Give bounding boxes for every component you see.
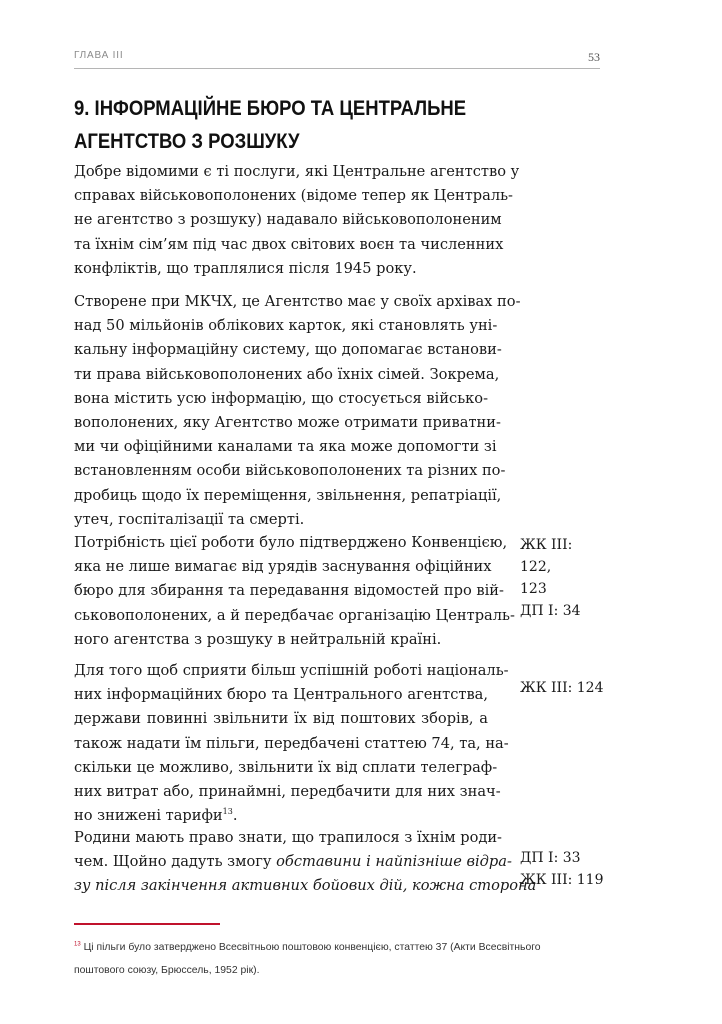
- body-paragraph: [74, 160, 520, 281]
- body-paragraph: [74, 290, 521, 532]
- footnote-text: Ці пільги було затверджено Всесвітньою поштовою конвенцією, статтею 37 (Акти Всесвітнього: [83, 942, 541, 953]
- text-line: вополонених, яку Агентство може отримати приватни-: [74, 414, 501, 432]
- text-line: них витрат або, принаймні, передбачити для них знач-: [74, 783, 501, 801]
- page-number: 53: [588, 50, 600, 64]
- margin-reference-line: ДП I: 33: [520, 850, 581, 866]
- margin-reference-line: ДП I: 34: [520, 603, 581, 619]
- text-line: яка не лише вимагає від урядів заснування офіційних: [74, 558, 492, 576]
- text-line: них інформаційних бюро та Центрального агентства,: [74, 686, 488, 704]
- footnote-marker: 13: [222, 807, 233, 817]
- text-line: над 50 мільйонів облікових карток, які становлять уні-: [74, 317, 498, 335]
- margin-reference-line: ЖК III:: [520, 537, 573, 553]
- text-line: Потрібність цієї роботи було підтверджено Конвенцією,: [74, 534, 508, 551]
- text-fragment: чем. Щойно дадуть змогу: [74, 853, 277, 871]
- margin-reference: [520, 847, 640, 891]
- text-line: не агентство з розшуку) надавало військовополоненим: [74, 211, 502, 229]
- text-line: також надати їм пільги, передбачені статтею 74, та, на-: [74, 734, 509, 752]
- text-line: зу після закінчення активних бойових дій, кожна сторона: [74, 877, 537, 895]
- text-line: дробиць щодо їх переміщення, звільнення, репатріації,: [74, 486, 502, 504]
- text-line: бюро для збирання та передавання відомостей про вій-: [74, 582, 504, 600]
- text-line: Для того щоб сприяти більш успішній роботі національ-: [74, 662, 509, 679]
- margin-reference-line: 122,: [520, 559, 552, 575]
- footnote-line: [74, 936, 614, 959]
- text-line: та їхнім сім’ям під час двох світових воєн та численних: [74, 235, 504, 253]
- text-line: ми чи офіційними каналами та яка може допомогти зі: [74, 438, 497, 456]
- chapter-label: ГЛАВА III: [74, 50, 124, 61]
- footnote-line: поштового союзу, Брюссель, 1952 рік).: [74, 965, 260, 976]
- header-divider: [74, 68, 600, 69]
- text-line: Добре відомими є ті послуги, які Центральне агентство у: [74, 163, 520, 180]
- text-line: Родини мають право знати, що трапилося з їхнім роди-: [74, 829, 502, 846]
- body-paragraph: [74, 826, 537, 899]
- text-line: но знижені тарифи$^{13}$.: [74, 807, 238, 825]
- text-line: держави повинні звільнити їх від поштових зборів, а: [74, 710, 488, 728]
- text-line: ти права військовополонених або їхніх сімей. Зокрема,: [74, 365, 500, 383]
- text-fragment: но знижені тарифи: [74, 807, 223, 825]
- margin-reference: [520, 534, 640, 622]
- italic-text-fragment: обставини і найпізніше відра-: [276, 853, 512, 871]
- text-line: ськовополонених, а й передбачає організацію Централь-: [74, 606, 515, 624]
- text-line: справах військовополонених (відоме тепер як Централь-: [74, 187, 513, 205]
- running-header: [74, 50, 600, 66]
- text-line: скільки це можливо, звільнити їх від сплати телеграф-: [74, 758, 498, 776]
- text-line: вона містить усю інформацію, що стосується військо-: [74, 389, 488, 407]
- margin-reference-line: ЖК III: 119: [520, 872, 604, 888]
- footnote-divider: [74, 923, 220, 925]
- text-line: утеч, госпіталізації та смерті.: [74, 510, 305, 528]
- footnote-number: 13: [74, 941, 81, 948]
- text-line: ного агентства з розшуку в нейтральній країні.: [74, 630, 442, 648]
- section-heading-line: АГЕНТСТВО З РОЗШУКУ: [74, 129, 300, 153]
- text-line: [74, 850, 512, 874]
- text-line: Створене при МКЧХ, це Агентство має у своїх архівах по-: [74, 293, 521, 310]
- body-paragraph: [74, 659, 509, 828]
- footnote: [74, 936, 614, 982]
- margin-reference: [520, 677, 640, 699]
- margin-reference-line: 123: [520, 581, 547, 597]
- section-heading-line: 9. ІНФОРМАЦІЙНЕ БЮРО ТА ЦЕНТРАЛЬНЕ: [74, 96, 467, 120]
- margin-reference-line: ЖК III: 124: [520, 680, 604, 696]
- section-heading: [74, 92, 470, 158]
- text-line: встановленням особи військовополонених та різних по-: [74, 462, 506, 480]
- text-line: конфліктів, що траплялися після 1945 року.: [74, 259, 417, 277]
- text-line: кальну інформаційну систему, що допомагає встанови-: [74, 341, 502, 359]
- body-paragraph: [74, 531, 515, 652]
